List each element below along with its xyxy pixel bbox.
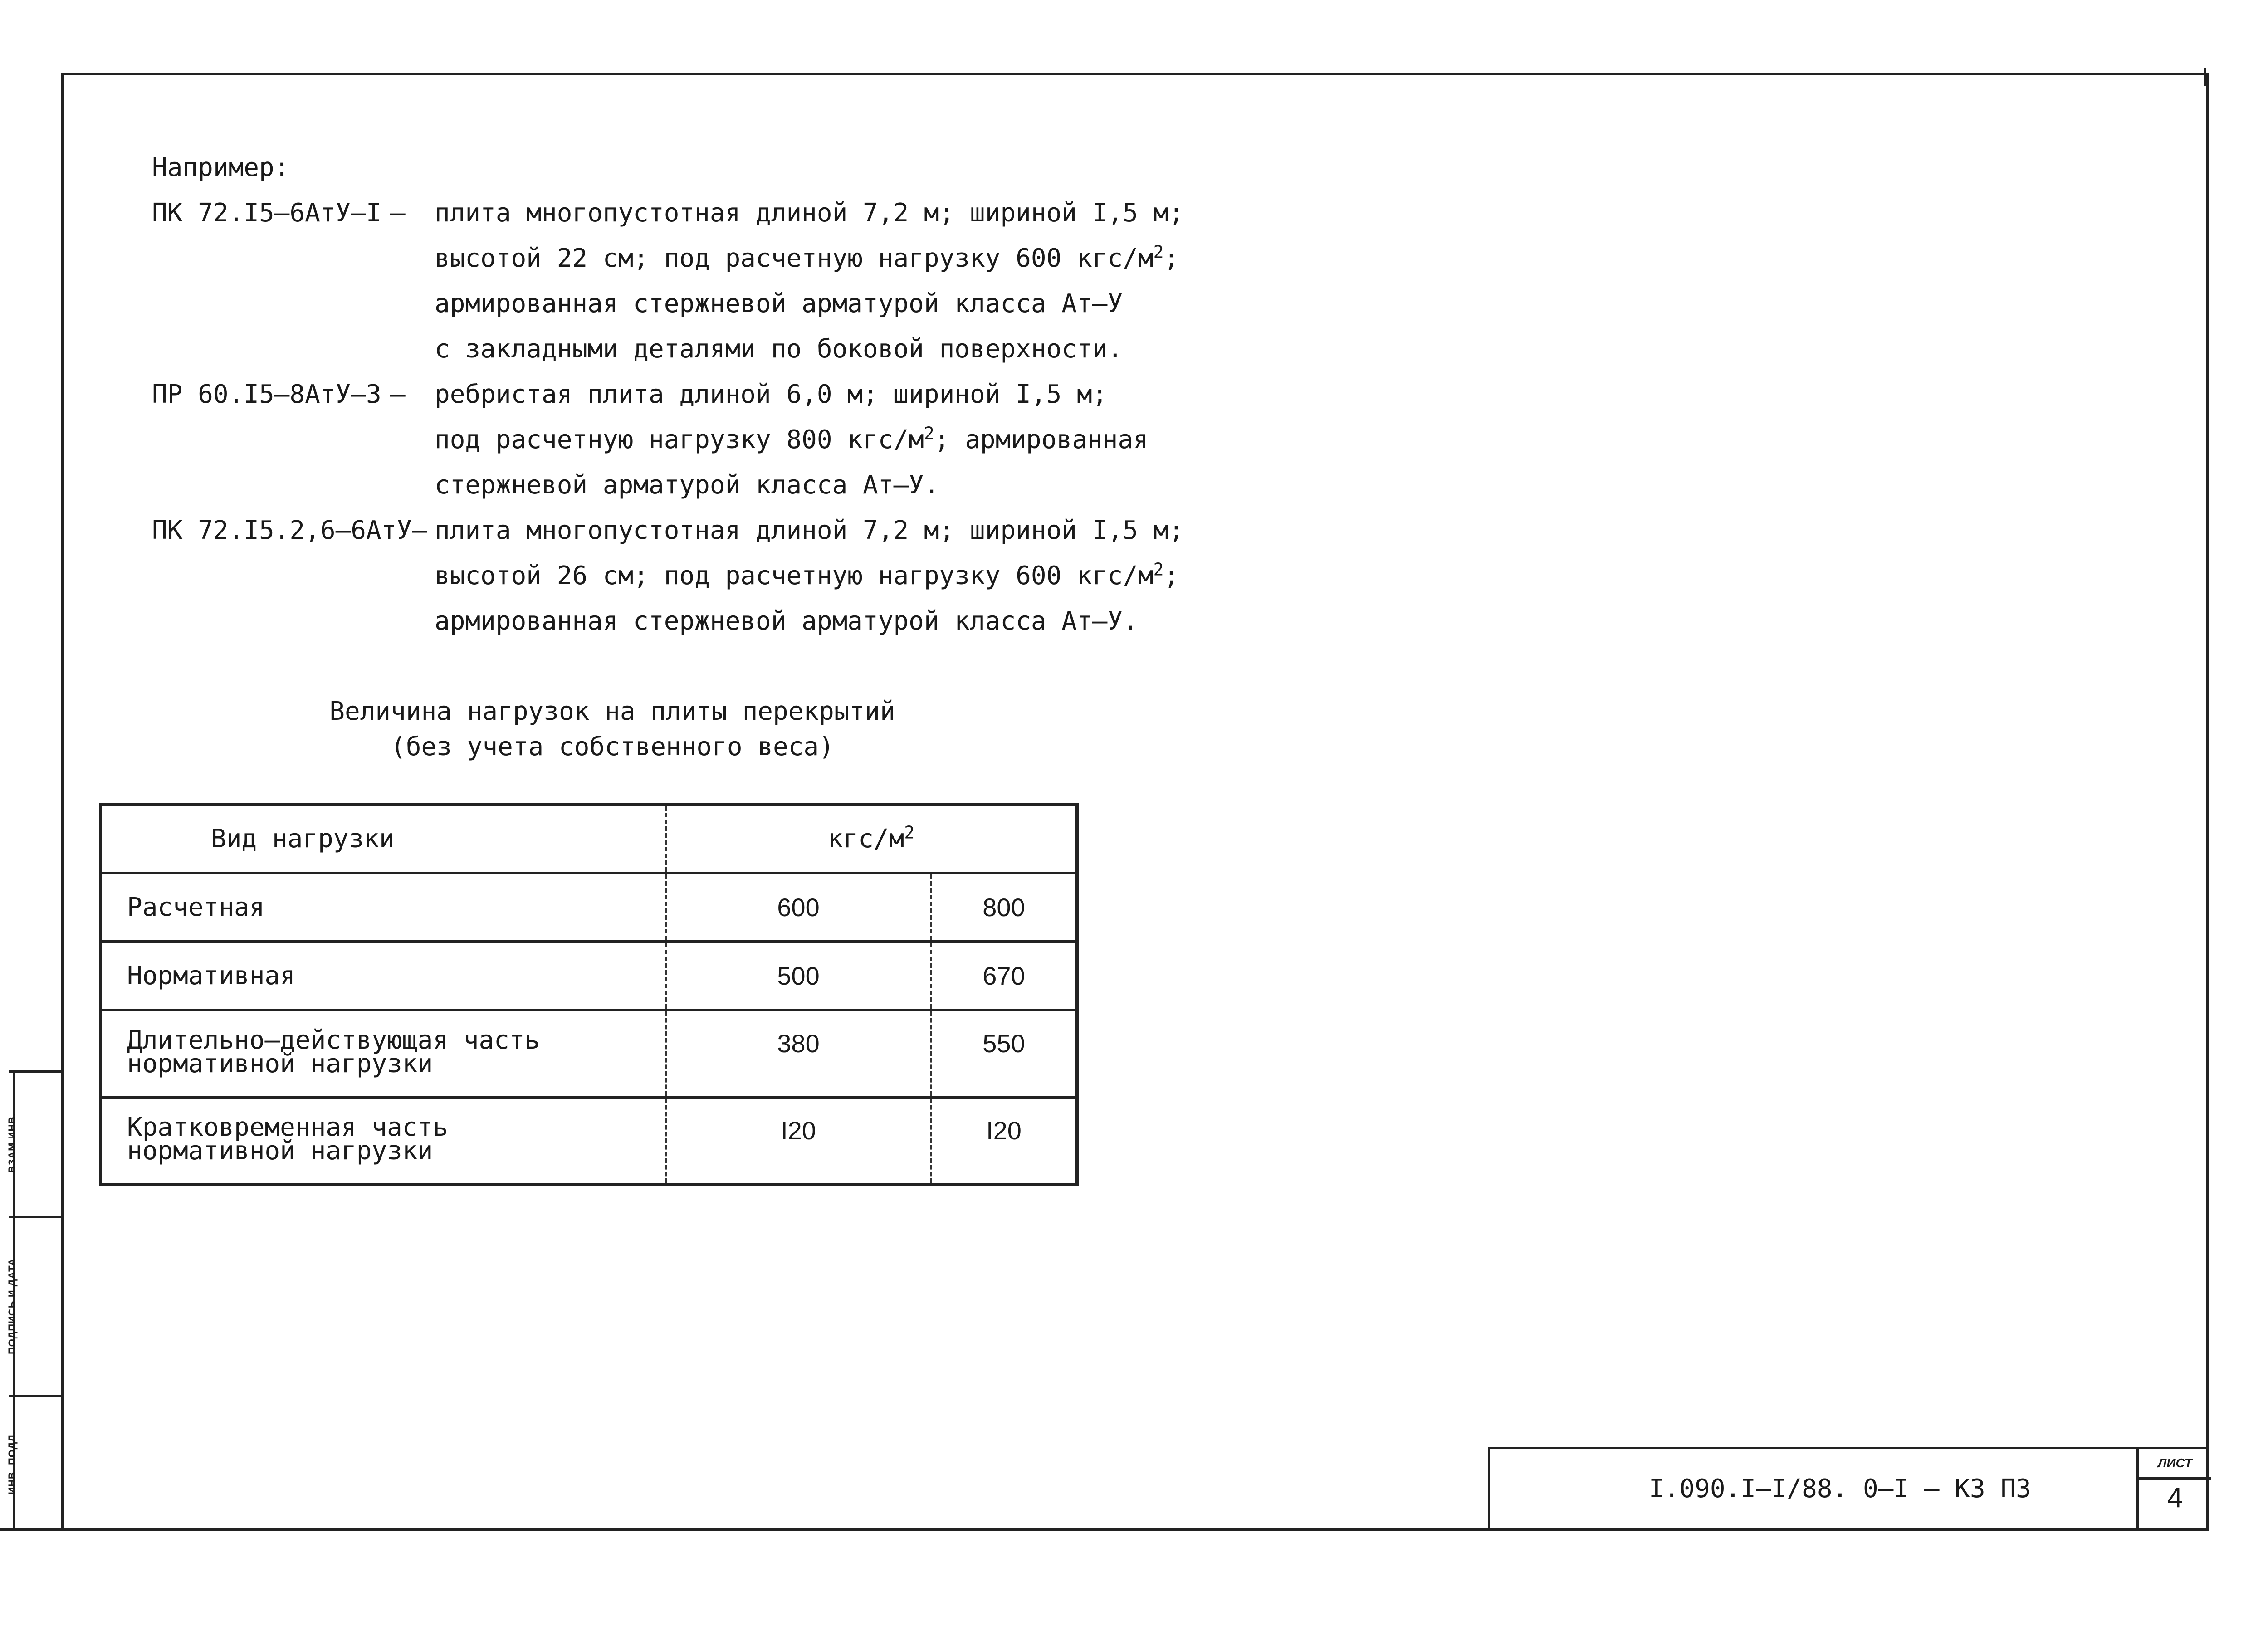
sidebar-rule [9,1395,61,1397]
line-text: армированная стержневой арматурой класса Ат–У [435,289,1123,318]
example-dash: – [390,198,406,228]
row-label-line2: нормативной нагрузки [127,1049,433,1079]
line-superscript: 2 [1153,242,1164,262]
line-superscript: 2 [1153,559,1164,580]
line-text: под расчетную нагрузку 800 кгс/м [435,425,924,454]
line-tail: ; [1163,561,1179,591]
sidebar-rule [9,1070,61,1073]
line-text: армированная стержневой арматурой класса Ат–У. [435,606,1138,636]
sidebar-vzam-text: ВЗАМ.ИНВ. [6,1113,18,1173]
header-unit-sup: 2 [904,822,915,843]
row-label-line2: нормативной нагрузки [127,1136,433,1166]
line-text: с закладными деталями по боковой поверхности. [435,334,1123,364]
line-text: плита многопустотная длиной 7,2 м; шириной I,5 м; [435,516,1184,545]
line-superscript: 2 [924,423,934,444]
line-text: высотой 22 см; под расчетную нагрузку 600 кгс/м [435,244,1154,273]
header-unit [666,805,1077,874]
example-description-line [435,327,1206,372]
sidebar-podpis-text: ПОДПИСЬ И ДАТА [6,1258,18,1355]
sidebar-inv-text: ИНВ. ПОДЛ. [6,1431,18,1494]
row-value-600: 500 [666,942,931,1010]
loads-table [99,803,1079,1186]
row-label: Нормативная [101,942,666,1010]
line-text: стержневой арматурой класса Ат–У. [435,470,939,500]
example-description-line [435,417,1206,463]
sheet-label: ЛИСТ [2139,1449,2211,1480]
row-value-800: 670 [931,942,1077,1010]
row-label-line1: Длительно–действующая часть [127,1025,540,1055]
table-caption-line1: Величина нагрузок на плиты перекрытий [329,697,895,726]
line-tail: ; [1163,244,1179,273]
sidebar-podpis [1,1220,24,1392]
header-unit-text: кгс/м [827,824,904,854]
example-code: ПР 60.I5–8АтУ–3 [152,380,381,409]
table-row [101,873,1077,942]
table-header-row [101,805,1077,874]
row-value-800: I20 [931,1097,1077,1184]
line-text: ребристая плита длиной 6,0 м; шириной I,5 м; [435,380,1108,409]
example-code: ПК 72.I5.2,6–6АтУ– [152,516,427,545]
line-text: высотой 26 см; под расчетную нагрузку 600 кгс/м [435,561,1154,591]
row-label-line1: Кратковременная часть [127,1113,449,1142]
sidebar-vzam [1,1075,24,1211]
frame-corner-tick [2204,68,2206,86]
table-row [101,1097,1077,1184]
example-description-line [435,236,1206,281]
example-description [435,190,1206,372]
example-code: ПК 72.I5–6АтУ–I [152,198,381,228]
example-description-line [435,508,1206,553]
header-load-type: Вид нагрузки [101,805,666,874]
table-caption-line2: (без учета собственного веса) [391,732,834,762]
table-row [101,1010,1077,1097]
sheet-box [2136,1449,2211,1531]
approval-sidebar [0,1070,61,1531]
example-description-line [435,281,1206,327]
row-value-800: 550 [931,1010,1077,1097]
example-description-line [435,553,1206,599]
sheet-number: 4 [2167,1482,2183,1514]
title-block [1488,1447,2209,1531]
row-label [101,1097,666,1184]
example-description [435,372,1206,508]
document-code: I.090.I–I/88. 0–I – КЗ ПЗ [1649,1474,2031,1504]
row-value-600: I20 [666,1097,931,1184]
row-value-600: 600 [666,873,931,942]
example-description-line [435,190,1206,236]
line-text: плита многопустотная длиной 7,2 м; шириной I,5 м; [435,198,1184,228]
table-row [101,942,1077,1010]
intro-label: Например: [152,153,290,182]
line-tail: ; армированная [934,425,1149,454]
table-caption [272,694,953,765]
row-label [101,1010,666,1097]
sidebar-rule [9,1216,61,1218]
row-value-600: 380 [666,1010,931,1097]
example-description-line [435,372,1206,417]
row-value-800: 800 [931,873,1077,942]
example-description [435,508,1206,644]
example-description-line [435,463,1206,508]
sidebar-inv [1,1399,24,1526]
example-description-line [435,599,1206,644]
sidebar-rule [0,1528,61,1531]
example-dash: – [390,380,406,409]
row-label: Расчетная [101,873,666,942]
